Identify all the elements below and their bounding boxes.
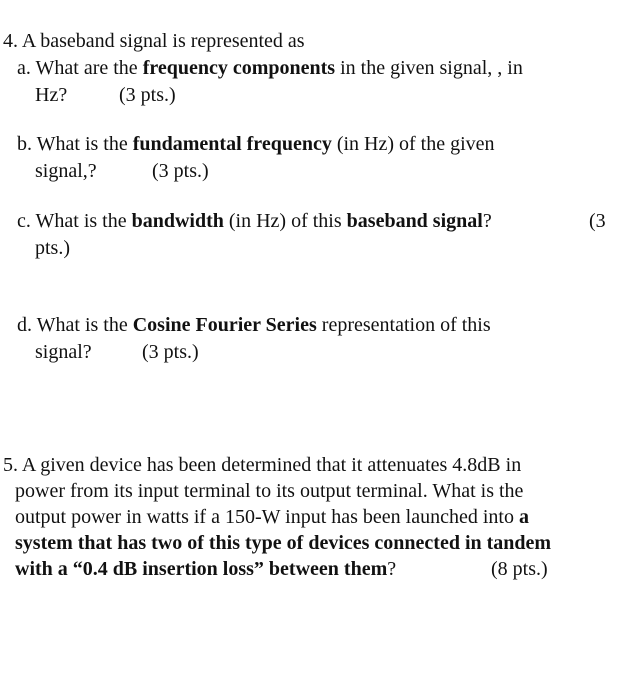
q5-line3 [15,505,529,529]
q4d-suffix: representation of this [316,314,491,336]
q5-line5 [15,557,396,581]
q4a-bold-term: frequency components [142,57,336,79]
q4c-points-end: pts.) [35,237,70,259]
q4c-bold-term-2: baseband signal [346,210,483,232]
q5-line4-bold: system that has two of this type of devices connected in tandem [15,532,552,554]
q4d-points: (3 pts.) [142,341,199,363]
q4d-line2: signal? [35,341,92,363]
q4d-line1 [17,313,491,337]
q5-points: (8 pts.) [491,558,548,580]
q4c-prefix: c. What is the [17,210,132,232]
q4c-mid: (in Hz) of this [223,210,347,232]
q4d-prefix: d. What is the [17,314,133,336]
q4a-line1 [17,56,523,80]
q4a-unit: Hz? [35,84,68,106]
q5-line3-bold: a [518,506,529,528]
q4c-line1 [17,209,492,233]
q5-line1: 5. A given device has been determined that it attenuates 4.8dB in [3,454,522,476]
q4b-suffix: (in Hz) of the given [331,133,495,155]
q5-line3-prefix: output power in watts if a 150-W input has been launched into [15,506,519,528]
q5-line4 [15,531,551,555]
q4a-prefix: a. What are the [17,57,143,79]
q5-line5-bold: with a “0.4 dB insertion loss” between them [15,558,388,580]
q4c-suffix: ? [482,210,492,232]
q4b-line2: signal,? [35,160,97,182]
q4b-line1 [17,132,495,156]
q4d-bold-term: Cosine Fourier Series [132,314,317,336]
q4c-bold-term-1: bandwidth [131,210,224,232]
q4a-suffix: in the given signal, , in [335,57,523,79]
q4b-bold-term: fundamental frequency [132,133,332,155]
q4b-points: (3 pts.) [152,160,209,182]
q5-line2: power from its input terminal to its output terminal. What is the [15,480,524,502]
q4a-points: (3 pts.) [119,84,176,106]
q4-intro: 4. A baseband signal is represented as [3,30,305,52]
q5-line5-suffix: ? [387,558,397,580]
q4c-points-start: (3 [589,210,606,232]
q4b-prefix: b. What is the [17,133,133,155]
